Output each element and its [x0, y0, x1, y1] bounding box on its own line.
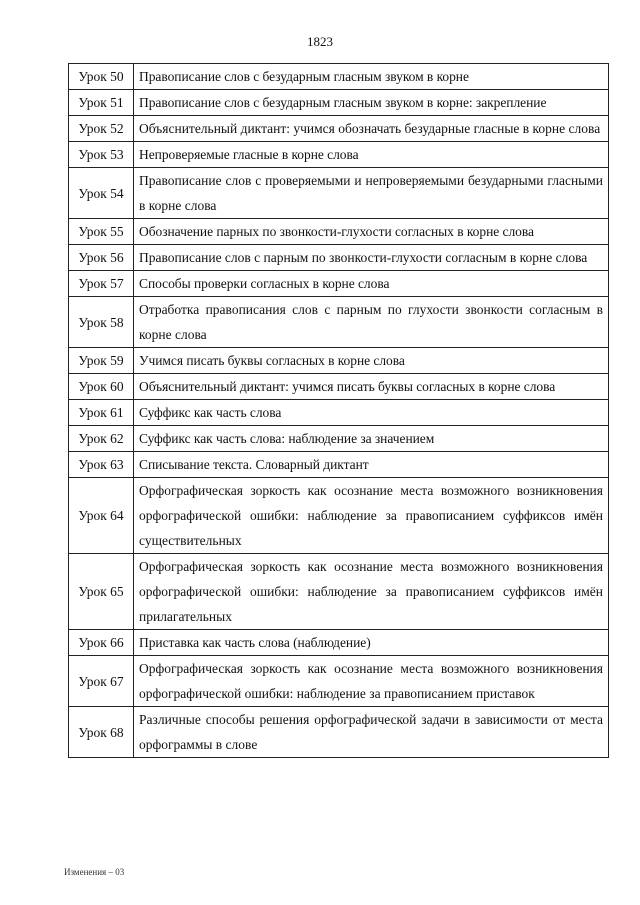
lesson-number: Урок 67 [69, 656, 134, 707]
lesson-number: Урок 50 [69, 64, 134, 90]
lesson-number: Урок 55 [69, 219, 134, 245]
lesson-row [69, 348, 609, 374]
lesson-row [69, 245, 609, 271]
lesson-number: Урок 60 [69, 374, 134, 400]
lesson-number: Урок 64 [69, 478, 134, 554]
lesson-number: Урок 51 [69, 90, 134, 116]
lesson-number: Урок 65 [69, 554, 134, 630]
lesson-number: Урок 66 [69, 630, 134, 656]
lesson-topic: Способы проверки согласных в корне слова [134, 271, 609, 297]
lesson-row [69, 452, 609, 478]
lesson-number: Урок 53 [69, 142, 134, 168]
lesson-topic: Суффикс как часть слова: наблюдение за значением [134, 426, 609, 452]
lesson-row [69, 271, 609, 297]
lesson-topic: Различные способы решения орфографической задачи в зависимости от места орфограммы в слове [134, 707, 609, 758]
lesson-number: Урок 61 [69, 400, 134, 426]
lesson-table-body [69, 64, 609, 758]
lesson-number: Урок 57 [69, 271, 134, 297]
lesson-topic: Непроверяемые гласные в корне слова [134, 142, 609, 168]
lesson-row [69, 297, 609, 348]
lesson-topic: Правописание слов с парным по звонкости-глухости согласным в корне слова [134, 245, 609, 271]
lesson-topic: Орфографическая зоркость как осознание места возможного возникновения орфографической ошибки: наблюдение за правописанием суффиксов имён прилагательных [134, 554, 609, 630]
lesson-number: Урок 54 [69, 168, 134, 219]
lesson-topic: Учимся писать буквы согласных в корне слова [134, 348, 609, 374]
lesson-row [69, 116, 609, 142]
lesson-topic: Приставка как часть слова (наблюдение) [134, 630, 609, 656]
lesson-row [69, 90, 609, 116]
lesson-topic: Орфографическая зоркость как осознание места возможного возникновения орфографической ошибки: наблюдение за правописанием суффиксов имён существительных [134, 478, 609, 554]
lesson-row [69, 374, 609, 400]
lesson-row [69, 656, 609, 707]
lesson-topic: Правописание слов с безударным гласным звуком в корне [134, 64, 609, 90]
lesson-topic: Суффикс как часть слова [134, 400, 609, 426]
lesson-row [69, 168, 609, 219]
lesson-row [69, 64, 609, 90]
footer-revision: Изменения – 03 [64, 867, 125, 877]
lesson-topic: Списывание текста. Словарный диктант [134, 452, 609, 478]
lesson-row [69, 630, 609, 656]
lesson-table [68, 63, 609, 758]
lesson-topic: Обозначение парных по звонкости-глухости согласных в корне слова [134, 219, 609, 245]
lesson-number: Урок 63 [69, 452, 134, 478]
lesson-row [69, 219, 609, 245]
lesson-row [69, 142, 609, 168]
lesson-row [69, 400, 609, 426]
lesson-row [69, 426, 609, 452]
lesson-topic: Орфографическая зоркость как осознание места возможного возникновения орфографической ошибки: наблюдение за правописанием приставок [134, 656, 609, 707]
lesson-topic: Правописание слов с безударным гласным звуком в корне: закрепление [134, 90, 609, 116]
lesson-topic: Правописание слов с проверяемыми и непроверяемыми безударными гласными в корне слова [134, 168, 609, 219]
lesson-row [69, 554, 609, 630]
lesson-topic: Отработка правописания слов с парным по глухости звонкости согласным в корне слова [134, 297, 609, 348]
lesson-topic: Объяснительный диктант: учимся писать буквы согласных в корне слова [134, 374, 609, 400]
lesson-row [69, 478, 609, 554]
lesson-topic: Объяснительный диктант: учимся обозначать безударные гласные в корне слова [134, 116, 609, 142]
lesson-number: Урок 58 [69, 297, 134, 348]
page-number: 1823 [307, 34, 333, 49]
lesson-number: Урок 68 [69, 707, 134, 758]
lesson-number: Урок 59 [69, 348, 134, 374]
lesson-number: Урок 62 [69, 426, 134, 452]
lesson-number: Урок 52 [69, 116, 134, 142]
lesson-number: Урок 56 [69, 245, 134, 271]
lesson-row [69, 707, 609, 758]
